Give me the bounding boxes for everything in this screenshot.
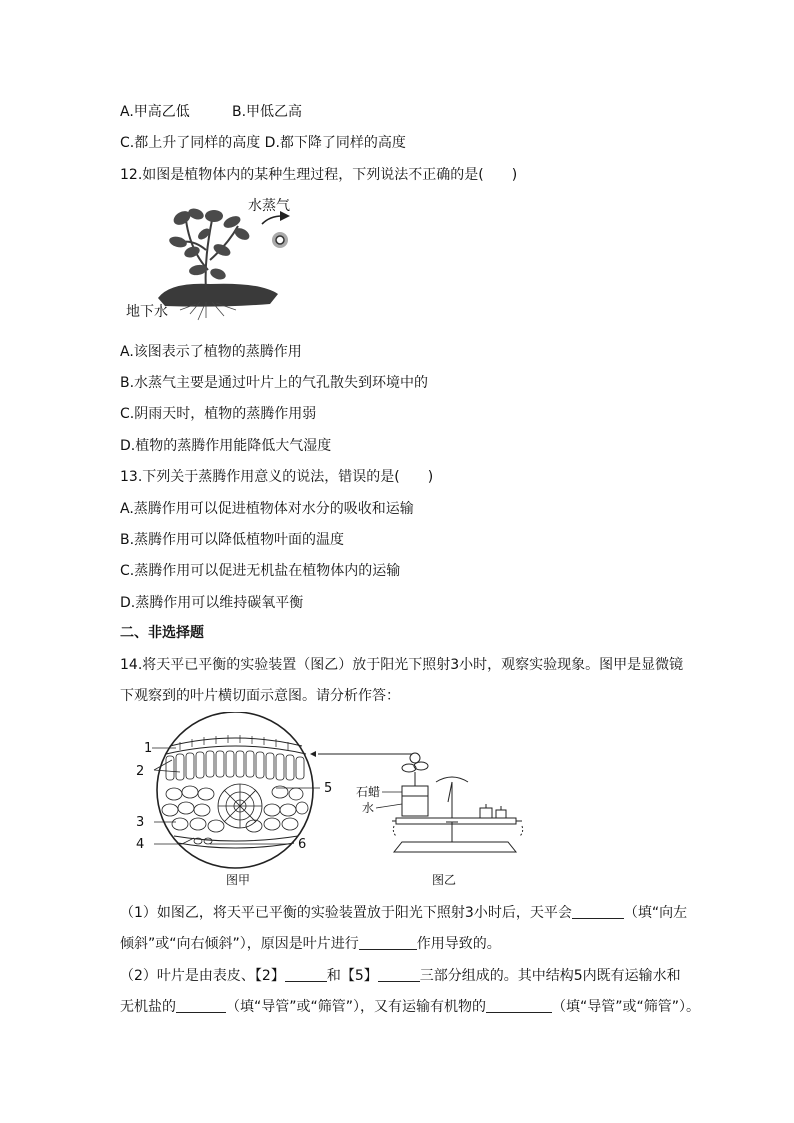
caption-figure-a: 图甲 (226, 873, 251, 887)
q12-option-b: B.水蒸气主要是通过叶片上的气孔散失到环境中的 (120, 375, 429, 391)
stoma-pore (276, 236, 284, 244)
q14-p2-text-c: 三部分组成的。其中结构5内既有运输水和 (419, 968, 681, 984)
q13-stem: 13.下列关于蒸腾作用意义的说法，错误的是( ) (120, 469, 434, 485)
q14-p1-text-c: 倾斜”或“向右倾斜”），原因是叶片进行 (120, 936, 359, 952)
q13-option-d: D.蒸腾作用可以维持碳氧平衡 (120, 595, 304, 611)
leaf-cross-section-and-balance-figure (130, 712, 525, 892)
q11-options-row-1 (120, 103, 303, 121)
q13-option-c: C.蒸腾作用可以促进无机盐在植物体内的运输 (120, 563, 401, 579)
q13-option-a: A.蒸腾作用可以促进植物体对水分的吸收和运输 (120, 501, 414, 517)
paraffin-label: 石蜡 (356, 785, 381, 799)
groundwater-label: 地下水 (126, 304, 168, 320)
q14-p2-text-e: （填“导管”或“筛管”），又有运输有机物的 (226, 999, 487, 1015)
q12-option-d: D.植物的蒸腾作用能降低大气湿度 (120, 438, 332, 454)
q14-part1-line2 (120, 935, 501, 953)
q14-p2-text-b: 和【5】 (326, 968, 378, 984)
q14-part2-line1 (120, 967, 681, 985)
q14-p2-text-a: （2）叶片是由表皮、【2】 (120, 968, 285, 984)
label-3: 3 (136, 815, 145, 830)
answer-blank-structure-2[interactable] (285, 967, 327, 982)
q11-options-row-2: C.都上升了同样的高度 D.都下降了同样的高度 (120, 135, 406, 151)
label-1: 1 (144, 741, 153, 756)
answer-blank-process[interactable] (359, 935, 417, 950)
plant-leaves (168, 207, 251, 282)
q13-option-b: B.蒸腾作用可以降低植物叶面的温度 (120, 532, 345, 548)
leaf-vein (218, 784, 262, 828)
soil-mound (158, 284, 278, 307)
water-label: 水 (362, 801, 375, 815)
section-heading: 二、非选择题 (120, 625, 204, 641)
q14-stem-line-2: 下观察到的叶片横切面示意图。请分析作答： (120, 688, 400, 704)
transpiration-figure (120, 190, 298, 325)
caption-figure-b: 图乙 (432, 873, 457, 887)
water-vapor-label: 水蒸气 (248, 198, 290, 214)
label-2: 2 (136, 764, 145, 779)
q14-part1-line1 (120, 904, 687, 922)
q12-stem: 12.如图是植物体内的某种生理过程，下列说法不正确的是( ) (120, 167, 518, 183)
q14-part2-line2 (120, 998, 700, 1016)
q11-option-b: B.甲低乙高 (232, 104, 303, 120)
vapor-arrow (262, 216, 282, 224)
label-6: 6 (298, 837, 307, 852)
q14-p1-text-a: （1）如图乙，将天平已平衡的实验装置放于阳光下照射3小时后，天平会 (120, 905, 572, 921)
answer-blank-organic-vessel[interactable] (486, 998, 552, 1013)
q14-p1-text-d: 作用导致的。 (416, 936, 501, 952)
answer-blank-structure-5[interactable] (378, 967, 420, 982)
q12-option-a: A.该图表示了植物的蒸腾作用 (120, 344, 302, 360)
q14-stem-line-1: 14.将天平已平衡的实验装置（图乙）放于阳光下照射3小时，观察实验现象。图甲是显微镜 (120, 657, 684, 673)
q14-p2-text-f: （填“导管”或“筛管”）。 (552, 999, 701, 1015)
water-leader (376, 804, 402, 808)
leaf-cross-section (157, 712, 313, 868)
pointer-arrowhead (310, 751, 316, 757)
label-5: 5 (324, 781, 333, 796)
q11-option-a: A.甲高乙低 (120, 104, 190, 120)
answer-blank-tilt[interactable] (572, 904, 624, 919)
q14-p1-text-b: （填“向左 (623, 905, 688, 921)
q14-p2-text-d: 无机盐的 (120, 999, 176, 1015)
balance-apparatus (392, 753, 523, 852)
q12-option-c: C.阴雨天时，植物的蒸腾作用弱 (120, 406, 317, 422)
answer-blank-water-vessel[interactable] (176, 998, 226, 1013)
label-4: 4 (136, 837, 145, 852)
